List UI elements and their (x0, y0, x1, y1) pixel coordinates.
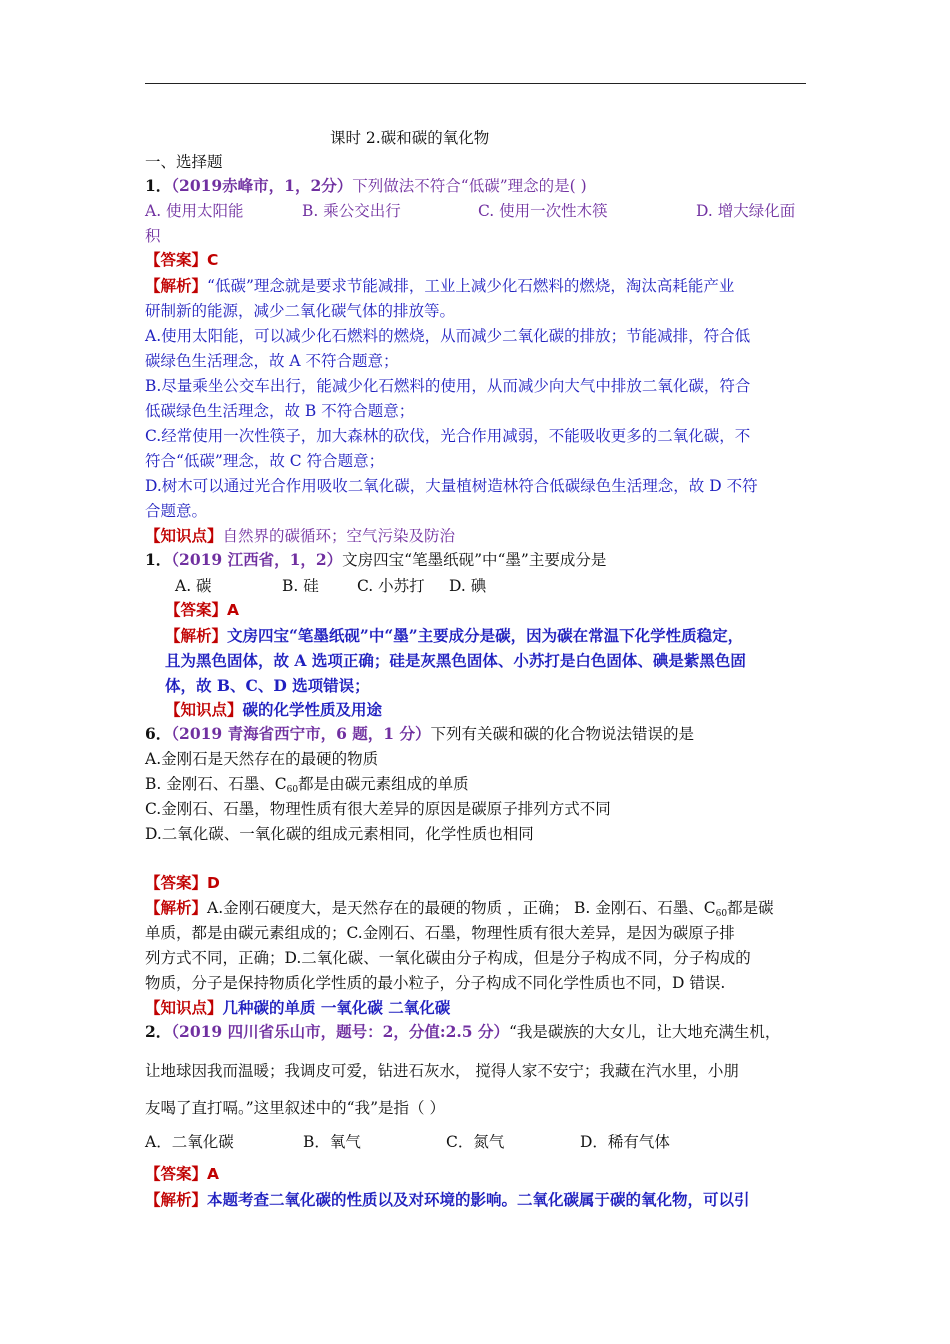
q1-number: 1． (145, 176, 172, 195)
q2-knowledge-label: 【知识点】 (165, 700, 243, 719)
q3-analysis-text: A.金刚石硬度大，是天然存在的最硬的物质 ，正确； B. 金刚石、石墨、C (207, 899, 716, 917)
q1-analysis-line: 低碳绿色生活理念，故 B 不符合题意； (145, 402, 415, 420)
q1-analysis-text: “低碳”理念就是要求节能减排，工业上减少化石燃料的燃烧，淘汰高耗能产业 (207, 277, 735, 295)
q1-answer (145, 250, 218, 270)
q1-analysis-line: 碳绿色生活理念，故 A 不符合题意； (145, 352, 399, 370)
q3-analysis-subscript: 60 (715, 909, 728, 919)
q4-stem-line: 让地球因我而温暖；我调皮可爱，钻进石灰水， 搅得人家不安宁；我藏在汽水里，小朋 (145, 1062, 739, 1080)
q1-analysis-line: A.使用太阳能，可以减少化石燃料的燃烧，从而减少二氧化碳的排放；节能减排，符合低 (145, 327, 751, 345)
q2-answer-value: A (227, 601, 240, 619)
q2-number: 1． (145, 550, 172, 569)
q3-answer-value: D (207, 874, 220, 892)
q2-analysis-label: 【解析】 (165, 626, 228, 645)
q3-analysis-tail: 都是碳 (727, 899, 774, 917)
q4-answer-label: 【答案】 (145, 1164, 208, 1183)
q3-number: 6． (145, 724, 172, 743)
section-heading: 一、选择题 (145, 153, 223, 171)
q3-option-c: C.金刚石、石墨，物理性质有很大差异的原因是碳原子排列方式不同 (145, 800, 611, 818)
q3-source: （2019 青海省西宁市，6 题，1 分） (171, 724, 431, 743)
q4-analysis-label: 【解析】 (145, 1190, 208, 1209)
q3-option-b (145, 774, 469, 800)
q1-option-c: C. 使用一次性木筷 (478, 202, 608, 220)
q4-answer (145, 1164, 219, 1184)
q4-analysis-text: 本题考查二氧化碳的性质以及对环境的影响。二氧化碳属于碳的氧化物，可以引 (207, 1190, 750, 1209)
q1-answer-value: C (207, 251, 219, 269)
q2-knowledge (165, 700, 382, 720)
q1-analysis-line (145, 276, 734, 296)
q3-analysis-line: 列方式不同，正确；D.二氧化碳、一氧化碳由分子构成，但是分子构成不同，分子构成的 (145, 949, 751, 967)
q2-analysis-line: 体，故 B、C、D 选项错误； (165, 676, 370, 695)
q4-option-b: B．氧气 (303, 1133, 361, 1151)
q1-analysis-label: 【解析】 (145, 276, 208, 295)
q3-option-b-subscript: 60 (286, 785, 299, 795)
q3-analysis-line: 物质，分子是保持物质化学性质的最小粒子，分子构成不同化学性质也不同，D 错误. (145, 974, 726, 992)
q4-option-c: C．氮气 (446, 1133, 505, 1151)
q1-option-d: D. 增大绿化面 (696, 202, 796, 220)
q4-line (145, 1022, 780, 1042)
q3-answer-label: 【答案】 (145, 873, 208, 892)
q1-analysis-line: 合题意。 (145, 502, 208, 520)
q3-analysis-line: 单质，都是由碳元素组成的；C.金刚石、石墨，物理性质有很大差异，是因为碳原子排 (145, 924, 735, 942)
q4-option-d: D．稀有气体 (580, 1133, 670, 1151)
q3-knowledge-text: 几种碳的单质 一氧化碳 二氧化碳 (222, 998, 451, 1017)
q1-knowledge-label: 【知识点】 (145, 526, 223, 545)
q1-options (145, 201, 795, 221)
q4-options (145, 1132, 670, 1152)
q3-knowledge-label: 【知识点】 (145, 998, 223, 1017)
q1-option-wrap: 积 (145, 227, 161, 245)
q1-knowledge (145, 526, 455, 546)
q2-options (175, 576, 486, 596)
q4-answer-value: A (207, 1165, 220, 1183)
q3-option-b-text: B. 金刚石、石墨、C (145, 775, 287, 793)
q1-option-a: A. 使用太阳能 (145, 202, 244, 220)
q2-analysis-line: 且为黑色固体，故 A 选项正确；硅是灰黑色固体、小苏打是白色固体、碘是紫黑色固 (165, 651, 746, 670)
q2-option-d: D. 碘 (449, 577, 487, 595)
q1-analysis-line: 符合“低碳”理念，故 C 符合题意； (145, 452, 385, 470)
q2-analysis-line (165, 626, 743, 646)
q1-knowledge-text: 自然界的碳循环；空气污染及防治 (222, 527, 456, 545)
q2-answer (165, 600, 239, 620)
lesson-title: 课时 2.碳和碳的氧化物 (330, 129, 490, 147)
q4-number: 2． (145, 1022, 172, 1041)
q3-option-b-tail: 都是由碳元素组成的单质 (298, 775, 469, 793)
q2-stem: 文房四宝“笔墨纸砚”中“墨”主要成分是 (342, 551, 607, 569)
q4-analysis-line (145, 1190, 750, 1210)
q4-stem-line: 友喝了直打嗝。”这里叙述中的“我”是指（ ） (145, 1099, 445, 1117)
q3-analysis-line (145, 898, 774, 924)
q1-analysis-line: 研制新的能源，减少二氧化碳气体的排放等。 (145, 302, 456, 320)
q1-analysis-line: C.经常使用一次性筷子，加大森林的砍伐，光合作用减弱，不能吸收更多的二氧化碳，不 (145, 427, 751, 445)
q3-answer (145, 873, 220, 893)
q1-analysis-line: D.树木可以通过光合作用吸收二氧化碳，大量植树造林符合低碳绿色生活理念，故 D 不符 (145, 477, 758, 495)
q4-stem: “我是碳族的大女儿，让大地充满生机， (508, 1023, 781, 1041)
q2-option-c: C. 小苏打 (357, 577, 425, 595)
q1-line (145, 176, 587, 196)
q2-option-b: B. 硅 (282, 577, 319, 595)
q1-analysis-line: B.尽量乘坐公交车出行，能减少化石燃料的使用，从而减少向大气中排放二氧化碳，符合 (145, 377, 751, 395)
q3-option-a: A.金刚石是天然存在的最硬的物质 (145, 750, 379, 768)
q3-stem: 下列有关碳和碳的化合物说法错误的是 (430, 725, 694, 743)
q3-option-d: D.二氧化碳、一氧化碳的组成元素相同，化学性质也相同 (145, 825, 534, 843)
q3-analysis-label: 【解析】 (145, 898, 208, 917)
q4-option-a: A．二氧化碳 (145, 1133, 234, 1151)
q1-answer-label: 【答案】 (145, 250, 208, 269)
q2-line (145, 550, 606, 570)
q2-option-a: A. 碳 (175, 577, 212, 595)
q3-line (145, 724, 694, 744)
q1-source: （2019赤峰市，1，2分） (171, 176, 353, 195)
q2-answer-label: 【答案】 (165, 600, 228, 619)
q1-stem: 下列做法不符合“低碳”理念的是( ) (352, 177, 587, 195)
q2-knowledge-text: 碳的化学性质及用途 (242, 700, 383, 719)
header-rule (145, 83, 806, 84)
q2-source: （2019 江西省，1，2） (171, 550, 343, 569)
q1-option-b: B. 乘公交出行 (302, 202, 401, 220)
q4-source: （2019 四川省乐山市，题号：2，分值:2.5 分） (171, 1022, 509, 1041)
q3-knowledge (145, 998, 450, 1018)
q2-analysis-text: 文房四宝“笔墨纸砚”中“墨”主要成分是碳，因为碳在常温下化学性质稳定， (227, 626, 744, 645)
